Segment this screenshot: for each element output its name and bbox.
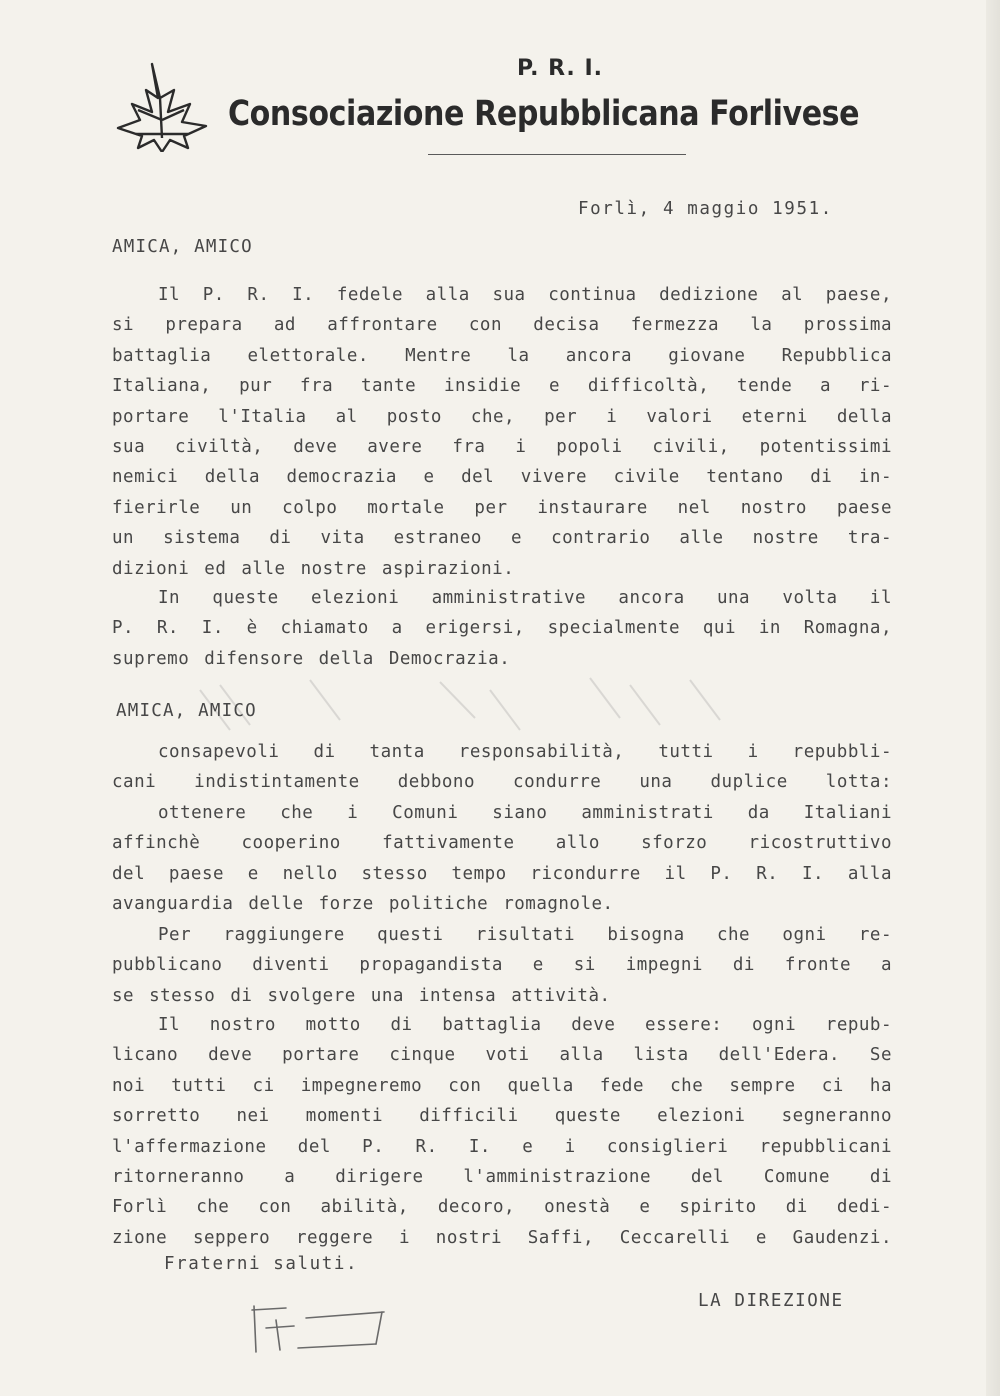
closing: Fraterni saluti. [164, 1254, 359, 1274]
text-line: avanguardia delle forze politiche romagnole. [112, 893, 614, 914]
text-line: se stesso di svolgere una intensa attività. [112, 985, 611, 1006]
text-line: Il nostro motto di battaglia deve essere: ogni repub- [158, 1015, 892, 1035]
text-line: consapevoli di tanta responsabilità, tutti i repubbli- [158, 742, 892, 762]
text-line: del paese e nello stesso tempo ricondurre il P. R. I. alla [112, 863, 892, 884]
text-line: si prepara ad affrontare con decisa fermezza la prossima [112, 315, 892, 336]
bleed-through-marks [190, 670, 750, 740]
text-line: portare l'Italia al posto che, per i valori eterni della [112, 406, 892, 427]
text-line: battaglia elettorale. Mentre la ancora giovane Repubblica [112, 345, 892, 366]
text-line: dizioni ed alle nostre aspirazioni. [112, 558, 515, 579]
text-line: nemici della democrazia e del vivere civile tentano di in- [112, 467, 892, 488]
text-line: Per raggiungere questi risultati bisogna che ogni re- [158, 925, 892, 945]
organization-name: Consociazione Repubblicana Forlivese [228, 94, 860, 134]
party-abbreviation: P. R. I. [516, 56, 603, 81]
ivy-leaf-emblem-icon [114, 60, 214, 152]
salutation: AMICA, AMICO [112, 237, 253, 257]
text-line: sua civiltà, deve avere fra i popoli civili, potentissimi [112, 436, 892, 457]
text-line: affinchè cooperino fattivamente allo sforzo ricostruttivo [112, 833, 892, 854]
paragraph-1 [112, 280, 892, 584]
text-line: pubblicano diventi propagandista e si impegni di fronte a [112, 955, 892, 976]
text-line: cani indistintamente debbono condurre una duplice lotta: [112, 772, 892, 793]
handwritten-mark [246, 1300, 396, 1360]
text-line: ottenere che i Comuni siano amministrati da Italiani [158, 802, 892, 823]
paragraph-4 [112, 920, 892, 1011]
signatory: LA DIREZIONE [698, 1291, 844, 1311]
text-line: Italiana, pur fra tante insidie e difficoltà, tende a ri- [112, 376, 892, 397]
paragraph-5 [112, 1010, 892, 1253]
text-line: l'affermazione del P. R. I. e i consiglieri repubblicani [112, 1136, 892, 1157]
paragraph-2 [112, 583, 892, 674]
salutation-2: AMICA, AMICO [116, 701, 257, 721]
sheet-edge [986, 0, 1000, 1396]
text-line: P. R. I. è chiamato a erigersi, specialmente qui in Romagna, [112, 618, 892, 639]
date-line: Forlì, 4 maggio 1951. [578, 199, 833, 219]
text-line: zione seppero reggere i nostri Saffi, Ceccarelli e Gaudenzi. [112, 1227, 892, 1248]
text-line: fierirle un colpo mortale per instaurare nel nostro paese [112, 497, 892, 518]
text-line: In queste elezioni amministrative ancora una volta il [158, 588, 892, 608]
text-line: un sistema di vita estraneo e contrario alle nostre tra- [112, 528, 892, 549]
text-line: supremo difensore della Democrazia. [112, 648, 511, 669]
text-line: noi tutti ci impegneremo con quella fede che sempre ci ha [112, 1075, 892, 1096]
paragraph-3 [112, 737, 892, 919]
letterhead-divider [428, 154, 686, 155]
text-line: ritorneranno a dirigere l'amministrazione del Comune di [112, 1166, 892, 1187]
text-line: licano deve portare cinque voti alla lista dell'Edera. Se [112, 1045, 892, 1066]
text-line: Forlì che con abilità, decoro, onestà e spirito di dedi- [112, 1197, 892, 1218]
text-line: sorretto nei momenti difficili queste elezioni segneranno [112, 1106, 892, 1127]
text-line: Il P. R. I. fedele alla sua continua dedizione al paese, [158, 285, 892, 305]
